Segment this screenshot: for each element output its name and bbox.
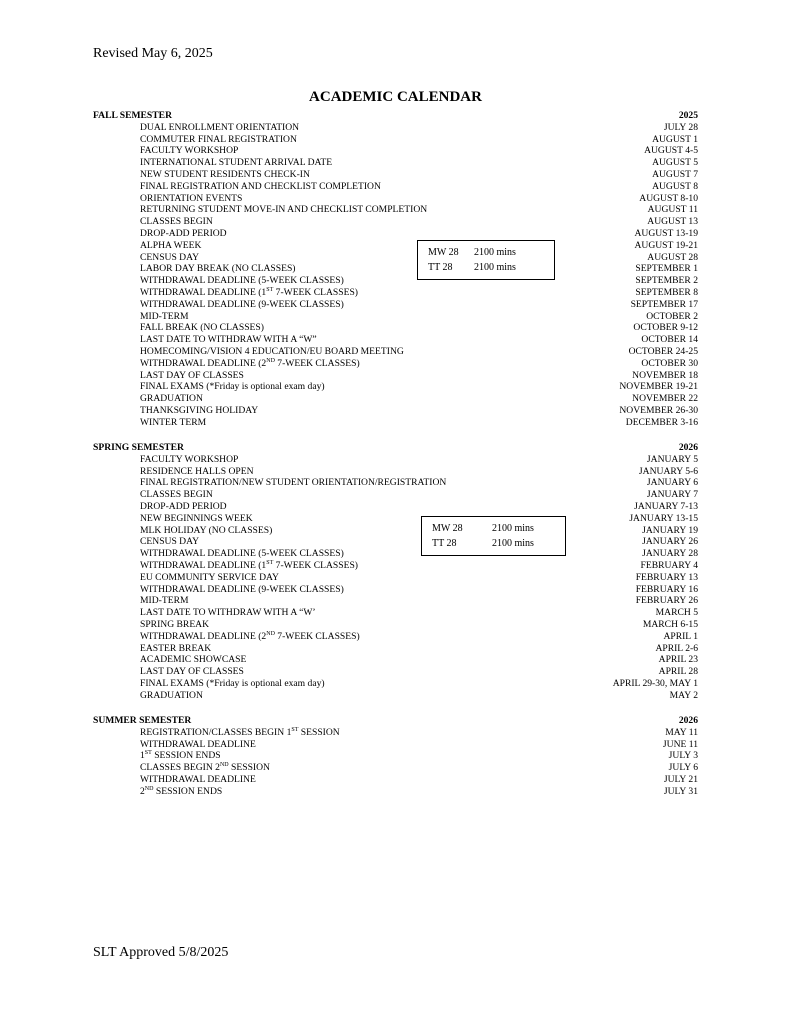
calendar-row <box>93 299 698 311</box>
box-minutes: 2100 mins <box>474 262 516 273</box>
event-date: JANUARY 26 <box>642 536 698 548</box>
event-label: THANKSGIVING HOLIDAY <box>140 404 259 416</box>
event-label: MLK HOLIDAY (NO CLASSES) <box>140 524 273 536</box>
calendar-row <box>93 405 698 417</box>
event-label: NEW STUDENT RESIDENTS CHECK-IN <box>140 168 310 180</box>
event-date: JANUARY 13-15 <box>629 512 698 524</box>
event-date: APRIL 1 <box>663 630 698 642</box>
event-label: FINAL REGISTRATION/NEW STUDENT ORIENTATION/REGISTRATION <box>140 477 447 489</box>
calendar-row <box>93 311 698 323</box>
summer-semester-header <box>93 715 698 727</box>
event-label: WITHDRAWAL DEADLINE (5-WEEK CLASSES) <box>140 275 344 287</box>
event-date: JULY 6 <box>668 762 698 774</box>
event-date: AUGUST 19-21 <box>634 239 698 251</box>
event-date: MAY 2 <box>669 689 698 701</box>
event-label: LAST DATE TO WITHDRAW WITH A “W” <box>140 334 317 346</box>
event-label: INTERNATIONAL STUDENT ARRIVAL DATE <box>140 157 333 169</box>
event-date: AUGUST 8 <box>652 180 698 192</box>
calendar-row <box>93 690 698 702</box>
event-label: WITHDRAWAL DEADLINE (9-WEEK CLASSES) <box>140 583 344 595</box>
event-date: NOVEMBER 19-21 <box>619 381 698 393</box>
event-date: FEBRUARY 13 <box>635 571 698 583</box>
fall-semester-year: 2025 <box>678 110 698 121</box>
event-date: JULY 31 <box>663 785 698 797</box>
event-date: NOVEMBER 18 <box>632 369 698 381</box>
event-label: SPRING BREAK <box>140 618 210 630</box>
event-date: OCTOBER 30 <box>641 357 698 369</box>
event-date: SEPTEMBER 17 <box>630 298 698 310</box>
event-label: EU COMMUNITY SERVICE DAY <box>140 571 279 583</box>
event-label: ACADEMIC SHOWCASE <box>140 654 247 666</box>
event-label: FACULTY WORKSHOP <box>140 145 239 157</box>
event-date: MAY 11 <box>665 726 698 738</box>
calendar-row <box>93 263 698 275</box>
calendar-row <box>93 134 698 146</box>
calendar-row <box>93 560 698 572</box>
fall-items <box>93 122 698 429</box>
calendar-row <box>93 774 698 786</box>
event-date: FEBRUARY 4 <box>640 559 698 571</box>
event-label: EASTER BREAK <box>140 642 212 654</box>
event-date: JULY 21 <box>663 773 698 785</box>
event-label: DROP-ADD PERIOD <box>140 500 227 512</box>
calendar-row <box>93 762 698 774</box>
event-label: WINTER TERM <box>140 416 207 428</box>
summer-items <box>93 727 698 798</box>
event-label: FINAL EXAMS (*Friday is optional exam day) <box>140 381 325 393</box>
event-date: JANUARY 19 <box>642 524 698 536</box>
event-date: JANUARY 5-6 <box>638 465 698 477</box>
summer-semester-title: SUMMER SEMESTER <box>93 715 192 726</box>
event-label: 1ST SESSION ENDS <box>140 750 221 762</box>
calendar-row <box>93 654 698 666</box>
calendar-row <box>93 513 698 525</box>
calendar-row <box>93 454 698 466</box>
box-minutes: 2100 mins <box>492 523 534 534</box>
calendar-row <box>93 157 698 169</box>
event-label: CLASSES BEGIN <box>140 216 213 228</box>
calendar-row <box>93 727 698 739</box>
event-label: WITHDRAWAL DEADLINE (2ND 7-WEEK CLASSES) <box>140 357 360 369</box>
calendar-row <box>93 169 698 181</box>
calendar-row <box>93 750 698 762</box>
event-label: HOMECOMING/VISION 4 EDUCATION/EU BOARD MEETING <box>140 345 404 357</box>
calendar-row <box>93 643 698 655</box>
event-label: WITHDRAWAL DEADLINE (2ND 7-WEEK CLASSES) <box>140 630 360 642</box>
spring-census-box <box>421 516 566 556</box>
calendar-row <box>93 548 698 560</box>
summer-semester-year: 2026 <box>678 715 698 726</box>
event-label: CLASSES BEGIN 2ND SESSION <box>140 762 270 774</box>
event-date: OCTOBER 14 <box>641 334 698 346</box>
calendar-row <box>93 739 698 751</box>
event-date: APRIL 29-30, MAY 1 <box>612 677 698 689</box>
calendar-row <box>93 666 698 678</box>
event-date: AUGUST 13 <box>647 216 698 228</box>
event-label: ALPHA WEEK <box>140 239 202 251</box>
event-label: FACULTY WORKSHOP <box>140 453 239 465</box>
event-label: COMMUTER FINAL REGISTRATION <box>140 133 297 145</box>
event-date: OCTOBER 24-25 <box>628 345 698 357</box>
revised-date-note: Revised May 6, 2025 <box>93 46 213 61</box>
event-date: JULY 3 <box>668 750 698 762</box>
event-date: SEPTEMBER 1 <box>635 263 698 275</box>
calendar-row <box>93 678 698 690</box>
event-date: SEPTEMBER 2 <box>635 275 698 287</box>
event-date: JANUARY 7 <box>646 489 698 501</box>
calendar-row <box>93 193 698 205</box>
event-date: AUGUST 5 <box>652 157 698 169</box>
event-label: ORIENTATION EVENTS <box>140 192 243 204</box>
calendar-row <box>93 501 698 513</box>
calendar-row <box>93 240 698 252</box>
box-line <box>422 536 565 551</box>
fall-semester-section <box>93 110 698 429</box>
calendar-row <box>93 584 698 596</box>
event-label: FINAL EXAMS (*Friday is optional exam day) <box>140 677 325 689</box>
calendar-row <box>93 122 698 134</box>
page-title: ACADEMIC CALENDAR <box>309 89 482 105</box>
calendar-row <box>93 181 698 193</box>
event-label: DROP-ADD PERIOD <box>140 227 227 239</box>
event-label: LAST DAY OF CLASSES <box>140 666 244 678</box>
calendar-row <box>93 417 698 429</box>
summer-semester-section <box>93 715 698 798</box>
calendar-row <box>93 204 698 216</box>
box-days: TT 28 <box>428 262 453 273</box>
calendar-row <box>93 322 698 334</box>
box-days: TT 28 <box>432 538 457 549</box>
event-label: FALL BREAK (NO CLASSES) <box>140 322 264 334</box>
event-date: AUGUST 4-5 <box>644 145 698 157</box>
event-date: FEBRUARY 16 <box>635 583 698 595</box>
event-label: LABOR DAY BREAK (NO CLASSES) <box>140 263 296 275</box>
fall-semester-header <box>93 110 698 122</box>
event-date: JANUARY 6 <box>646 477 698 489</box>
event-date: JANUARY 5 <box>646 453 698 465</box>
event-label: GRADUATION <box>140 689 203 701</box>
event-date: DECEMBER 3-16 <box>625 416 698 428</box>
event-label: DUAL ENROLLMENT ORIENTATION <box>140 121 300 133</box>
event-label: GRADUATION <box>140 393 203 405</box>
event-label: LAST DATE TO WITHDRAW WITH A “W’ <box>140 607 316 619</box>
event-date: JANUARY 7-13 <box>634 500 698 512</box>
event-date: AUGUST 1 <box>652 133 698 145</box>
event-date: AUGUST 13-19 <box>634 227 698 239</box>
event-date: APRIL 2-6 <box>655 642 698 654</box>
calendar-row <box>93 572 698 584</box>
event-label: MID-TERM <box>140 310 189 322</box>
calendar-row <box>93 381 698 393</box>
calendar-row <box>93 536 698 548</box>
event-label: 2ND SESSION ENDS <box>140 785 223 797</box>
calendar-row <box>93 489 698 501</box>
event-date: AUGUST 8-10 <box>639 192 698 204</box>
event-label: FINAL REGISTRATION AND CHECKLIST COMPLETION <box>140 180 381 192</box>
box-line <box>418 260 554 275</box>
spring-semester-title: SPRING SEMESTER <box>93 442 184 453</box>
event-date: JUNE 11 <box>662 738 698 750</box>
event-label: CENSUS DAY <box>140 536 200 548</box>
event-label: WITHDRAWAL DEADLINE <box>140 738 256 750</box>
event-label: CLASSES BEGIN <box>140 489 213 501</box>
event-date: OCTOBER 2 <box>646 310 698 322</box>
event-label: LAST DAY OF CLASSES <box>140 369 244 381</box>
event-date: AUGUST 11 <box>647 204 698 216</box>
box-minutes: 2100 mins <box>474 247 516 258</box>
box-line <box>418 245 554 260</box>
event-label: WITHDRAWAL DEADLINE (1ST 7-WEEK CLASSES) <box>140 286 358 298</box>
box-line <box>422 521 565 536</box>
calendar-row <box>93 595 698 607</box>
box-days: MW 28 <box>432 523 463 534</box>
event-date: AUGUST 7 <box>652 168 698 180</box>
event-date: NOVEMBER 26-30 <box>619 404 698 416</box>
calendar-row <box>93 252 698 264</box>
calendar-row <box>93 287 698 299</box>
calendar-row <box>93 631 698 643</box>
approval-note: SLT Approved 5/8/2025 <box>93 945 229 960</box>
event-label: MID-TERM <box>140 595 189 607</box>
event-date: APRIL 28 <box>658 666 698 678</box>
event-label: WITHDRAWAL DEADLINE (9-WEEK CLASSES) <box>140 298 344 310</box>
event-date: MARCH 5 <box>655 607 698 619</box>
fall-census-box <box>417 240 555 280</box>
event-date: MARCH 6-15 <box>642 618 698 630</box>
calendar-row <box>93 477 698 489</box>
box-minutes: 2100 mins <box>492 538 534 549</box>
event-label: RESIDENCE HALLS OPEN <box>140 465 254 477</box>
event-date: OCTOBER 9-12 <box>633 322 698 334</box>
calendar-row <box>93 145 698 157</box>
box-days: MW 28 <box>428 247 459 258</box>
calendar-row <box>93 346 698 358</box>
spring-semester-header <box>93 442 698 454</box>
calendar-row <box>93 786 698 798</box>
event-date: SEPTEMBER 8 <box>635 286 698 298</box>
event-label: WITHDRAWAL DEADLINE <box>140 773 256 785</box>
spring-items <box>93 454 698 702</box>
calendar-row <box>93 358 698 370</box>
calendar-row <box>93 216 698 228</box>
calendar-row <box>93 370 698 382</box>
calendar-row <box>93 334 698 346</box>
calendar-row <box>93 619 698 631</box>
event-date: APRIL 23 <box>658 654 698 666</box>
event-label: RETURNING STUDENT MOVE-IN AND CHECKLIST COMPLETION <box>140 204 428 216</box>
event-date: NOVEMBER 22 <box>632 393 698 405</box>
spring-semester-section <box>93 442 698 702</box>
event-date: JANUARY 28 <box>642 548 698 560</box>
calendar-row <box>93 525 698 537</box>
calendar-row <box>93 275 698 287</box>
event-date: FEBRUARY 26 <box>635 595 698 607</box>
calendar-row <box>93 607 698 619</box>
event-label: REGISTRATION/CLASSES BEGIN 1ST SESSION <box>140 726 340 738</box>
event-label: WITHDRAWAL DEADLINE (1ST 7-WEEK CLASSES) <box>140 559 358 571</box>
spring-semester-year: 2026 <box>678 442 698 453</box>
calendar-row <box>93 393 698 405</box>
event-label: CENSUS DAY <box>140 251 200 263</box>
fall-semester-title: FALL SEMESTER <box>93 110 172 121</box>
event-label: WITHDRAWAL DEADLINE (5-WEEK CLASSES) <box>140 548 344 560</box>
event-label: NEW BEGINNINGS WEEK <box>140 512 253 524</box>
event-date: JULY 28 <box>663 121 698 133</box>
calendar-row <box>93 466 698 478</box>
calendar-row <box>93 228 698 240</box>
event-date: AUGUST 28 <box>647 251 698 263</box>
